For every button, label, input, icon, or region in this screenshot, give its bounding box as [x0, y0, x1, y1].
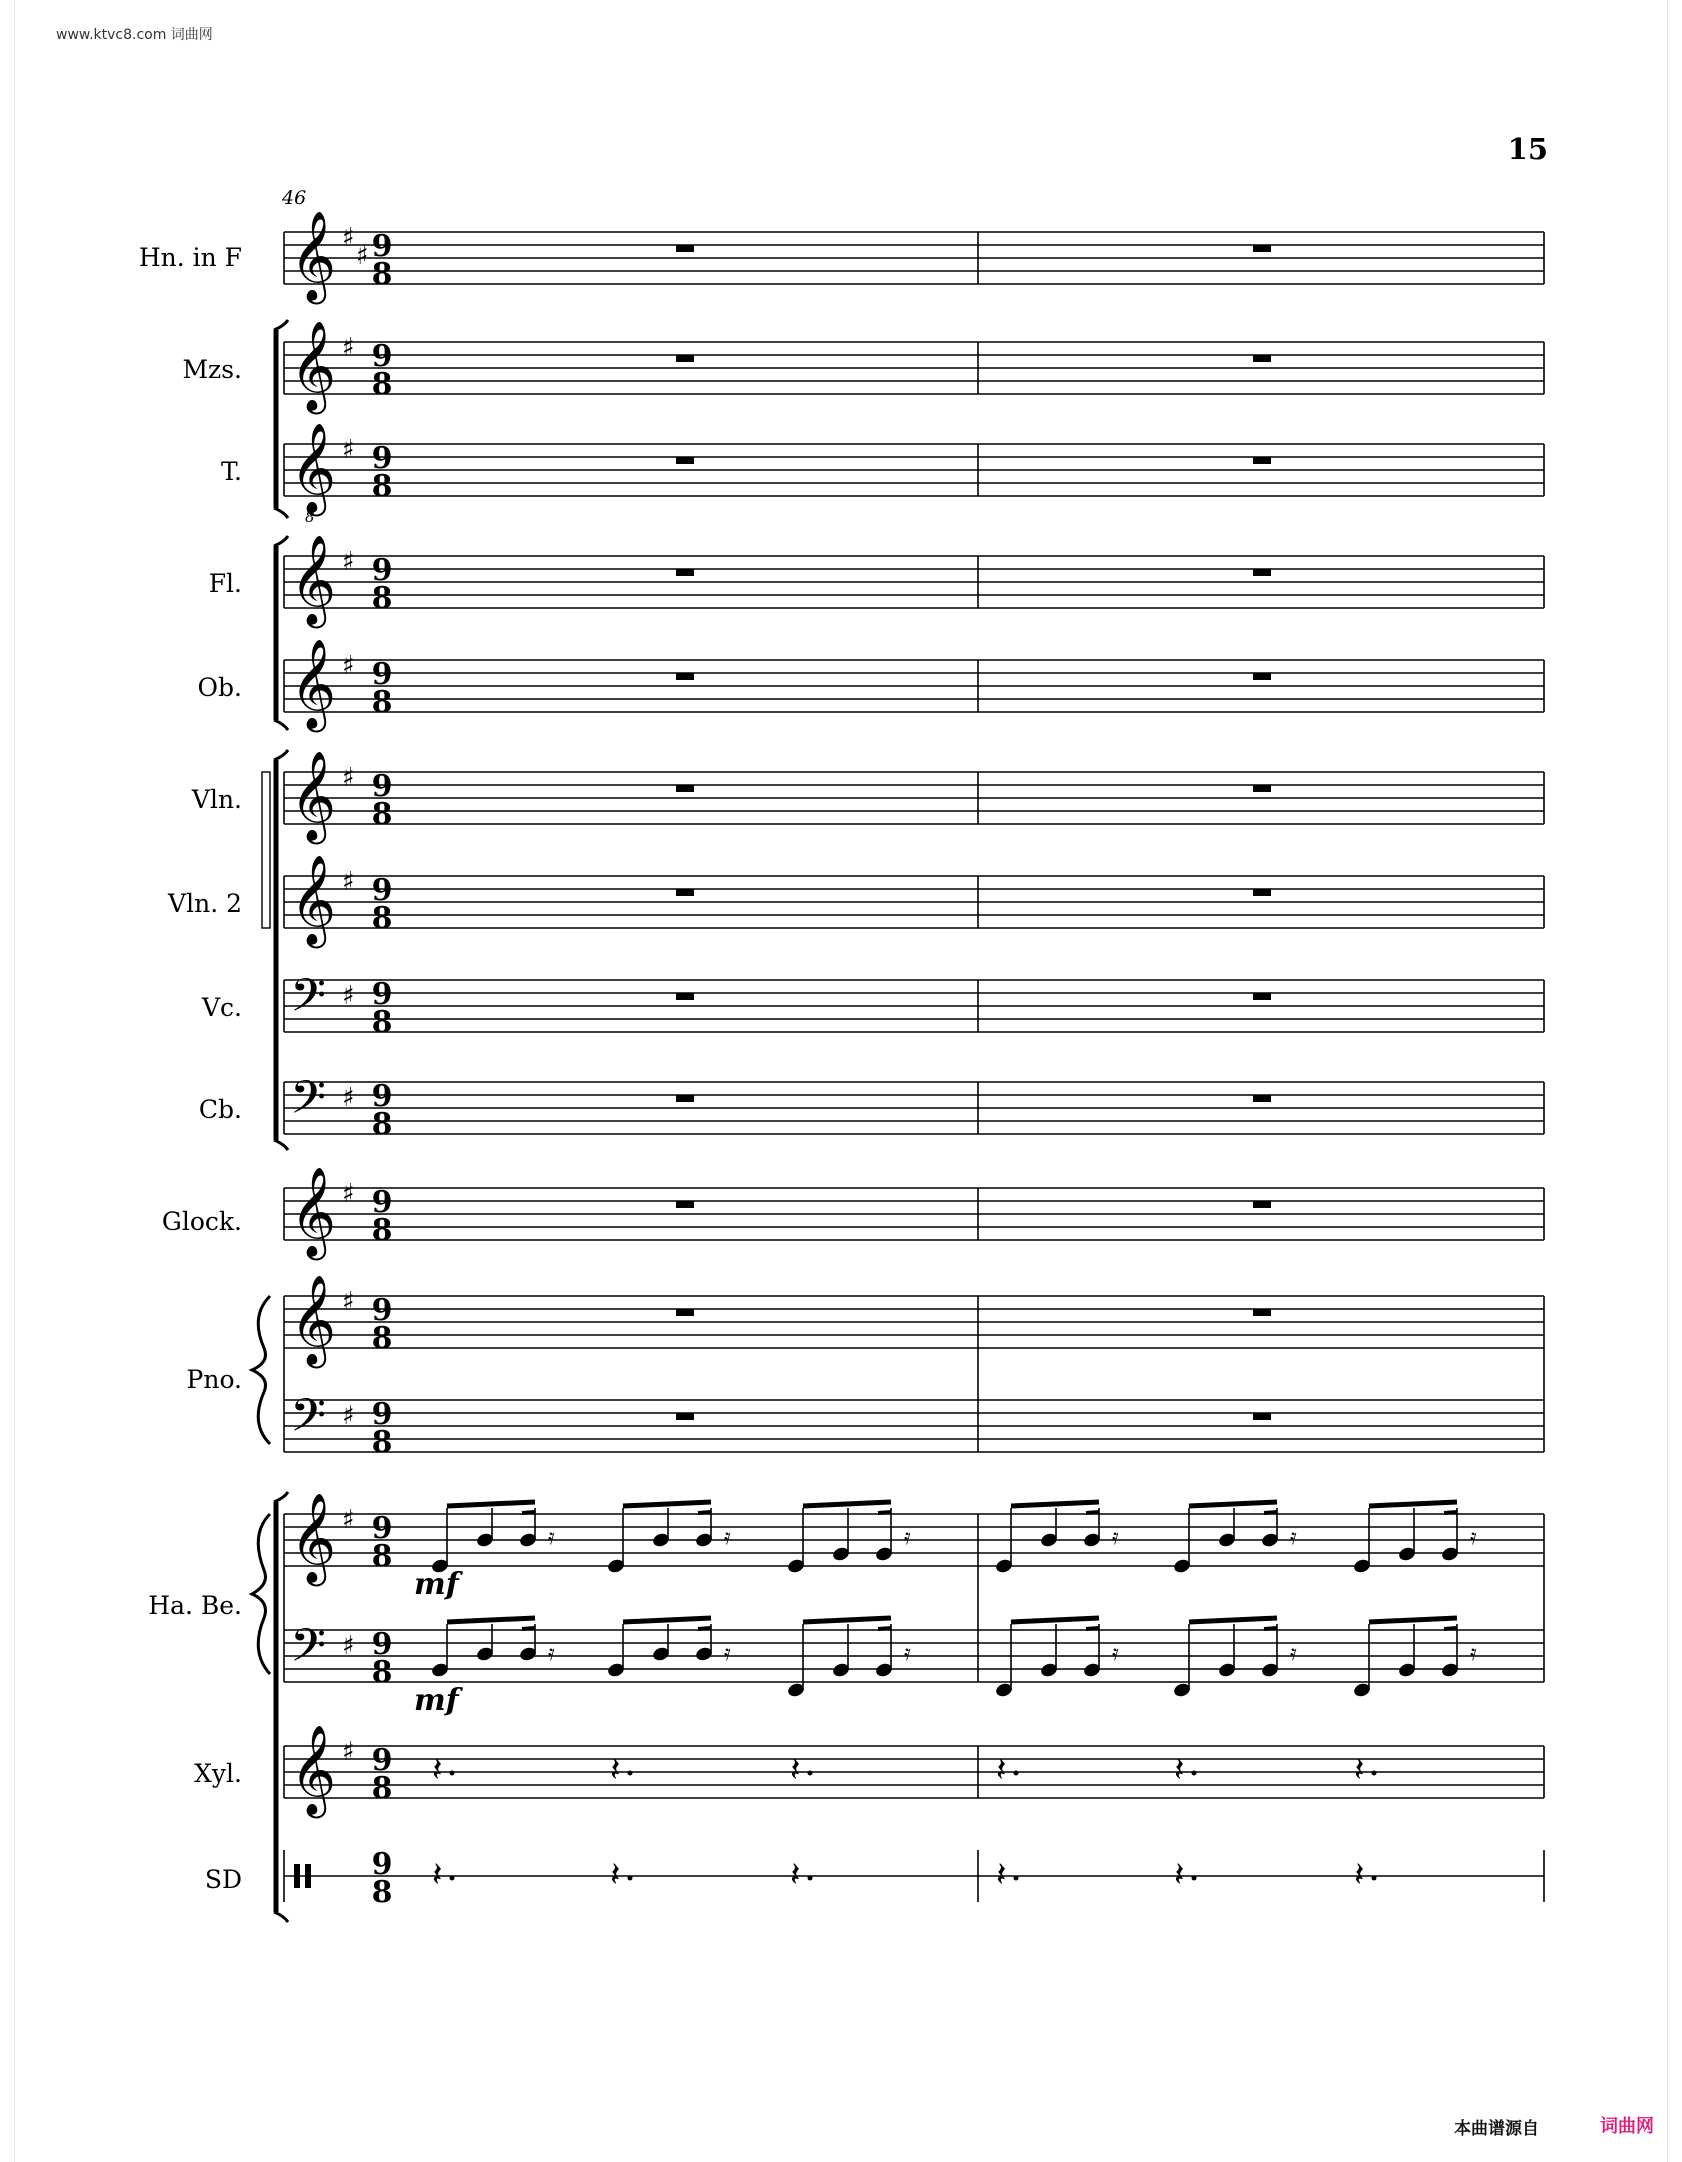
whole-rest [1253, 569, 1271, 576]
time-sig-numerator: 9 [371, 1185, 393, 1220]
treble-clef-icon: 𝄞 [290, 321, 337, 411]
quarter-rest: 𝄽 [790, 1750, 801, 1790]
key-sharp-icon: ♯ [342, 435, 355, 465]
strings-bracket-bottom [274, 1140, 288, 1150]
time-sig-numerator: 9 [371, 769, 393, 804]
treble-clef-icon: 𝄞 [290, 751, 337, 841]
beam-8th [1189, 1502, 1277, 1506]
beam-8th [623, 1502, 711, 1506]
time-sig-numerator: 9 [371, 441, 393, 476]
whole-rest [676, 1201, 694, 1208]
time-sig-numerator: 9 [371, 873, 393, 908]
beam-8th [1011, 1618, 1099, 1622]
footer-source-text: 本曲谱源自 [1454, 2119, 1539, 2139]
footer-brand-link[interactable]: 词曲网 [1600, 2116, 1654, 2137]
beam-8th [447, 1502, 535, 1506]
rest-dot [808, 1771, 813, 1776]
grand-staff-brace [252, 1514, 270, 1674]
rest-dot [1372, 1876, 1377, 1881]
whole-rest [676, 355, 694, 362]
whole-rest [1253, 1095, 1271, 1102]
whole-rest [1253, 889, 1271, 896]
beam-8th [1369, 1618, 1457, 1622]
time-sig-denominator: 8 [371, 1875, 393, 1910]
beam-16th [1444, 1512, 1457, 1513]
rest-dot [628, 1771, 633, 1776]
bass-clef-icon: 𝄢 [290, 1619, 327, 1684]
bass-clef-icon: 𝄢 [290, 1389, 327, 1454]
whole-rest [676, 889, 694, 896]
percussion-clef-icon [305, 1864, 311, 1888]
beam-16th [1264, 1628, 1277, 1629]
rest-dot [450, 1771, 455, 1776]
quarter-rest: 𝄽 [1354, 1855, 1365, 1895]
site-header[interactable]: www.ktvc8.com 词曲网 [56, 27, 213, 43]
sixteenth-rest: 𝄿 [724, 1525, 731, 1550]
time-sig-numerator: 9 [371, 657, 393, 692]
instrument-label: SD [204, 1865, 242, 1894]
key-sharp-icon: ♯ [342, 1737, 355, 1767]
quarter-rest: 𝄽 [996, 1855, 1007, 1895]
time-sig-numerator: 9 [371, 1743, 393, 1778]
instrument-label: Cb. [198, 1095, 242, 1124]
bass-clef-icon: 𝄢 [290, 969, 327, 1034]
whole-rest [676, 457, 694, 464]
beam-8th [1189, 1618, 1277, 1622]
whole-rest [1253, 355, 1271, 362]
time-sig-numerator: 9 [371, 339, 393, 374]
quarter-rest: 𝄽 [432, 1750, 443, 1790]
voices-bracket-bottom [274, 508, 288, 518]
winds-bracket-top [274, 536, 288, 546]
time-sig-denominator: 8 [371, 901, 393, 936]
sixteenth-rest: 𝄿 [1112, 1525, 1119, 1550]
time-sig-numerator: 9 [371, 1079, 393, 1114]
whole-rest [676, 993, 694, 1000]
treble-clef-icon: 𝄞 [290, 639, 337, 729]
sixteenth-rest: 𝄿 [1470, 1641, 1477, 1666]
whole-rest [676, 245, 694, 252]
time-sig-denominator: 8 [371, 1425, 393, 1460]
instrument-label: Hn. in F [138, 243, 242, 272]
key-sharp-icon: ♯ [342, 763, 355, 793]
beam-8th [447, 1618, 535, 1622]
treble-clef-icon: 𝄞 [290, 855, 337, 945]
instrument-label: Ob. [197, 673, 242, 702]
treble-clef-icon: 𝄞 [290, 1167, 337, 1257]
rest-dot [1014, 1771, 1019, 1776]
time-sig-numerator: 9 [371, 1511, 393, 1546]
whole-rest [1253, 1413, 1271, 1420]
sixteenth-rest: 𝄿 [1290, 1525, 1297, 1550]
harp-percussion-bracket-bottom [274, 1912, 288, 1922]
time-sig-denominator: 8 [371, 1321, 393, 1356]
beam-8th [803, 1618, 891, 1622]
time-sig-denominator: 8 [371, 1655, 393, 1690]
treble-clef-icon: 𝄞 [290, 1493, 337, 1583]
rest-dot [628, 1876, 633, 1881]
time-sig-numerator: 9 [371, 1627, 393, 1662]
quarter-rest: 𝄽 [1174, 1750, 1185, 1790]
instrument-label: Fl. [208, 569, 242, 598]
instrument-label: Mzs. [182, 355, 242, 384]
time-sig-denominator: 8 [371, 1771, 393, 1806]
key-sharp-icon: ♯ [342, 1179, 355, 1209]
time-sig-numerator: 9 [371, 977, 393, 1012]
whole-rest [676, 1413, 694, 1420]
percussion-clef-icon [294, 1864, 300, 1888]
beam-16th [522, 1512, 535, 1513]
rest-dot [1014, 1876, 1019, 1881]
quarter-rest: 𝄽 [1354, 1750, 1365, 1790]
time-sig-numerator: 9 [371, 1847, 393, 1882]
rest-dot [1192, 1876, 1197, 1881]
key-sharp-icon: ♯ [342, 1083, 355, 1113]
whole-rest [676, 569, 694, 576]
key-sharp-icon: ♯ [342, 651, 355, 681]
whole-rest [1253, 457, 1271, 464]
beam-8th [1011, 1502, 1099, 1506]
quarter-rest: 𝄽 [790, 1855, 801, 1895]
key-sharp-icon: ♯ [342, 1287, 355, 1317]
treble-clef-icon: 𝄞 [290, 535, 337, 625]
beam-16th [1086, 1628, 1099, 1629]
time-sig-denominator: 8 [371, 469, 393, 504]
dynamic-mark: mf [414, 1567, 459, 1602]
whole-rest [1253, 245, 1271, 252]
instrument-label: Pno. [186, 1365, 242, 1394]
quarter-rest: 𝄽 [610, 1750, 621, 1790]
beam-16th [1264, 1512, 1277, 1513]
time-sig-numerator: 9 [371, 553, 393, 588]
beam-16th [1444, 1628, 1457, 1629]
beam-16th [878, 1512, 891, 1513]
whole-rest [1253, 993, 1271, 1000]
whole-rest [1253, 673, 1271, 680]
measure-number: 46 [282, 187, 307, 209]
time-sig-numerator: 9 [371, 229, 393, 264]
quarter-rest: 𝄽 [432, 1855, 443, 1895]
sixteenth-rest: 𝄿 [548, 1641, 555, 1666]
key-sharp-icon: ♯ [342, 867, 355, 897]
key-sharp-icon: ♯ [342, 223, 355, 253]
whole-rest [1253, 785, 1271, 792]
quarter-rest: 𝄽 [610, 1855, 621, 1895]
voices-bracket-top [274, 320, 288, 330]
whole-rest [1253, 1201, 1271, 1208]
instrument-label: Glock. [161, 1207, 242, 1236]
key-sharp-icon: ♯ [342, 333, 355, 363]
instrument-label: Vln. 2 [168, 889, 242, 918]
rest-dot [450, 1876, 455, 1881]
instrument-label: Vln. [191, 785, 242, 814]
sixteenth-rest: 𝄿 [724, 1641, 731, 1666]
beam-16th [1086, 1512, 1099, 1513]
harp-percussion-bracket-top [274, 1492, 288, 1502]
page-number: 15 [1507, 132, 1548, 166]
treble-clef-icon: 𝄞 [290, 211, 337, 301]
quarter-rest: 𝄽 [1174, 1855, 1185, 1895]
sixteenth-rest: 𝄿 [904, 1641, 911, 1666]
time-sig-denominator: 8 [371, 367, 393, 402]
beam-8th [623, 1618, 711, 1622]
beam-16th [698, 1512, 711, 1513]
treble-clef-icon: 𝄞 [290, 1725, 337, 1815]
beam-16th [878, 1628, 891, 1629]
winds-bracket-bottom [274, 720, 288, 730]
dynamic-mark: mf [414, 1683, 459, 1718]
key-sharp-icon: ♯ [342, 1631, 355, 1661]
bass-clef-icon: 𝄢 [290, 1071, 327, 1136]
time-sig-numerator: 9 [371, 1397, 393, 1432]
key-sharp-icon: ♯ [356, 241, 369, 271]
time-sig-numerator: 9 [371, 1293, 393, 1328]
time-sig-denominator: 8 [371, 797, 393, 832]
key-sharp-icon: ♯ [342, 547, 355, 577]
time-sig-denominator: 8 [371, 1213, 393, 1248]
beam-16th [698, 1628, 711, 1629]
sixteenth-rest: 𝄿 [1290, 1641, 1297, 1666]
octave-8-mark: 8 [305, 508, 315, 526]
time-sig-denominator: 8 [371, 685, 393, 720]
whole-rest [676, 785, 694, 792]
sixteenth-rest: 𝄿 [1470, 1525, 1477, 1550]
time-sig-denominator: 8 [371, 1539, 393, 1574]
rest-dot [808, 1876, 813, 1881]
instrument-label: Ha. Be. [148, 1591, 242, 1620]
key-sharp-icon: ♯ [342, 981, 355, 1011]
sixteenth-rest: 𝄿 [904, 1525, 911, 1550]
beam-8th [803, 1502, 891, 1506]
sixteenth-rest: 𝄿 [548, 1525, 555, 1550]
treble-clef-icon: 𝄞 [290, 423, 337, 513]
key-sharp-icon: ♯ [342, 1505, 355, 1535]
quarter-rest: 𝄽 [996, 1750, 1007, 1790]
instrument-label: Xyl. [194, 1759, 242, 1788]
violins-sub-bracket [262, 772, 270, 928]
rest-dot [1192, 1771, 1197, 1776]
key-sharp-icon: ♯ [342, 1401, 355, 1431]
instrument-label: T. [221, 457, 242, 486]
whole-rest [676, 1309, 694, 1316]
sixteenth-rest: 𝄿 [1112, 1641, 1119, 1666]
instrument-label: Vc. [201, 993, 242, 1022]
rest-dot [1372, 1771, 1377, 1776]
whole-rest [676, 1095, 694, 1102]
whole-rest [676, 673, 694, 680]
strings-bracket-top [274, 750, 288, 760]
grand-staff-brace [252, 1296, 270, 1444]
beam-8th [1369, 1502, 1457, 1506]
time-sig-denominator: 8 [371, 581, 393, 616]
beam-16th [522, 1628, 535, 1629]
time-sig-denominator: 8 [371, 1005, 393, 1040]
whole-rest [1253, 1309, 1271, 1316]
treble-clef-icon: 𝄞 [290, 1275, 337, 1365]
time-sig-denominator: 8 [371, 1107, 393, 1142]
time-sig-denominator: 8 [371, 257, 393, 292]
